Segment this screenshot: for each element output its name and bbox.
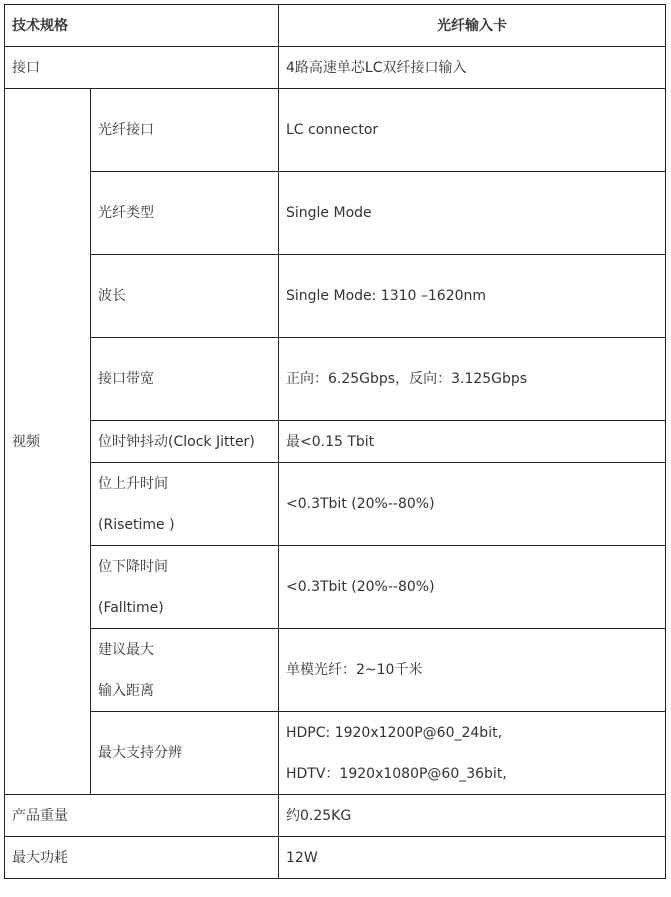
table-row — [5, 712, 666, 795]
table-row — [5, 463, 666, 546]
table-row — [5, 629, 666, 712]
row-label-line: (Risetime ) — [98, 516, 175, 533]
row-value: Single Mode — [279, 172, 666, 255]
row-label — [91, 629, 279, 712]
table-row — [5, 421, 666, 463]
product-header-cell: 光纤输入卡 — [279, 5, 666, 47]
spacer — [98, 494, 271, 515]
power-value: 12W — [279, 837, 666, 879]
spacer — [286, 743, 658, 764]
table-row — [5, 338, 666, 421]
row-label: 光纤接口 — [91, 89, 279, 172]
row-value: 最<0.15 Tbit — [279, 421, 666, 463]
spacer — [98, 577, 271, 598]
weight-label: 产品重量 — [5, 795, 279, 837]
interface-value: 4路高速单芯LC双纤接口输入 — [279, 47, 666, 89]
row-label: 最大支持分辨 — [91, 712, 279, 795]
interface-label: 接口 — [5, 47, 279, 89]
row-value: 正向：6.25Gbps，反向：3.125Gbps — [279, 338, 666, 421]
row-label: 位时钟抖动(Clock Jitter) — [91, 421, 279, 463]
table-row — [5, 837, 666, 879]
weight-value: 约0.25KG — [279, 795, 666, 837]
row-value — [279, 712, 666, 795]
row-label-line: 输入距离 — [98, 682, 154, 699]
table-row — [5, 255, 666, 338]
row-value: 单模光纤：2~10千米 — [279, 629, 666, 712]
row-label: 波长 — [91, 255, 279, 338]
table-row — [5, 795, 666, 837]
table-row — [5, 47, 666, 89]
row-label-line: 建议最大 — [98, 641, 154, 658]
row-label: 光纤类型 — [91, 172, 279, 255]
spec-table — [4, 4, 666, 879]
row-label: 接口带宽 — [91, 338, 279, 421]
row-label-line: (Falltime) — [98, 599, 164, 616]
table-row — [5, 89, 666, 172]
row-label — [91, 463, 279, 546]
row-value: Single Mode: 1310 –1620nm — [279, 255, 666, 338]
table-row — [5, 546, 666, 629]
spacer — [98, 660, 271, 681]
video-label: 视频 — [5, 89, 91, 795]
row-value: <0.3Tbit (20%--80%) — [279, 463, 666, 546]
spec-header-cell: 技术规格 — [5, 5, 279, 47]
row-value-line: HDTV：1920x1080P@60_36bit, — [286, 765, 507, 782]
row-value: LC connector — [279, 89, 666, 172]
table-row — [5, 172, 666, 255]
row-label-line: 位下降时间 — [98, 558, 168, 575]
row-label-line: 位上升时间 — [98, 475, 168, 492]
row-label — [91, 546, 279, 629]
row-value-line: HDPC: 1920x1200P@60_24bit, — [286, 724, 503, 741]
power-label: 最大功耗 — [5, 837, 279, 879]
row-value: <0.3Tbit (20%--80%) — [279, 546, 666, 629]
header-row — [5, 5, 666, 47]
